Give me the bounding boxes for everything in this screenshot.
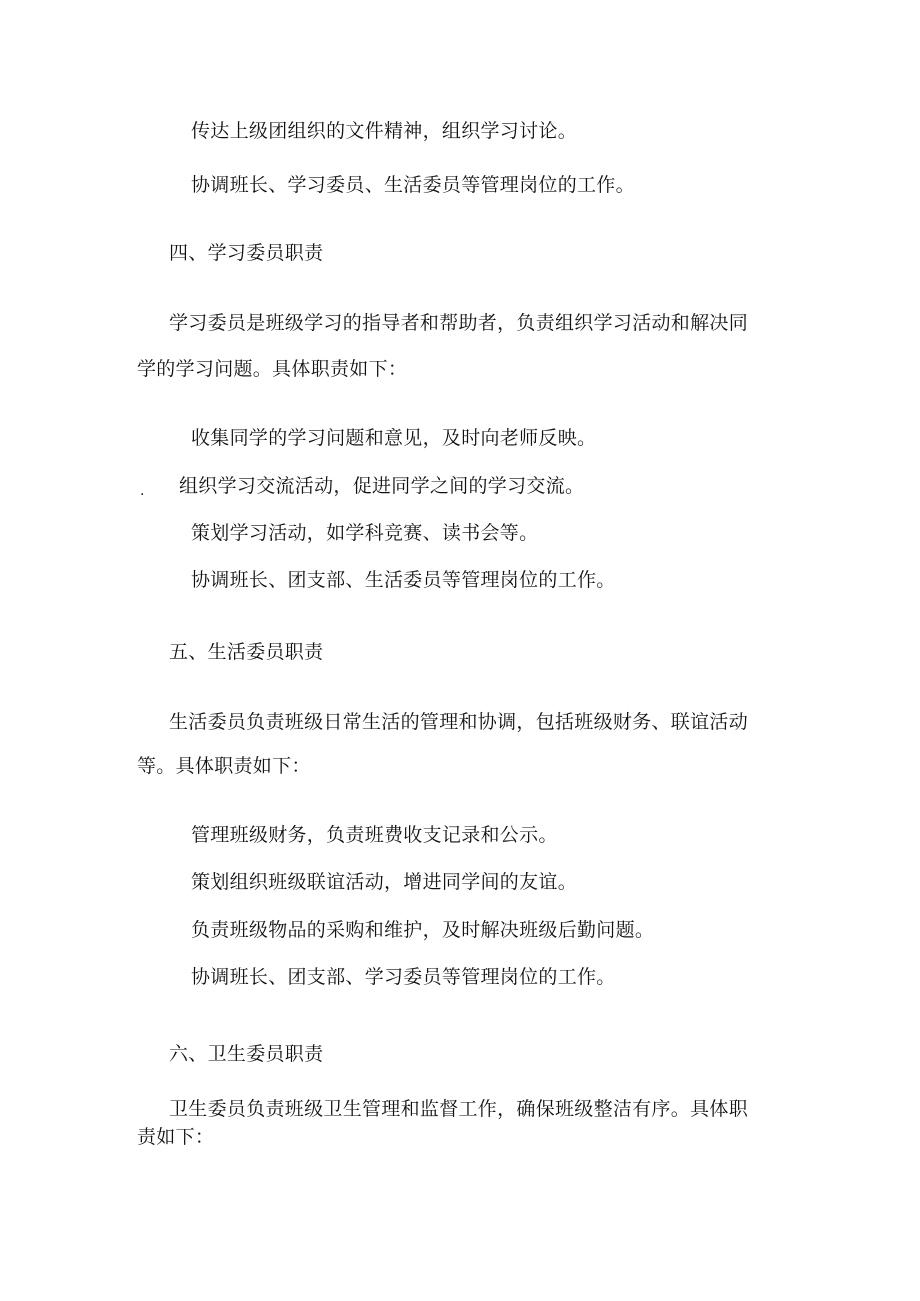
intro-item-1: 传达上级团组织的文件精神，组织学习讨论。 — [191, 120, 578, 142]
life-item-4: 协调班长、团支部、学习委员等管理岗位的工作。 — [191, 966, 616, 988]
section-paragraph-life-line1: 生活委员负责班级日常生活的管理和协调，包括班级财务、联谊活动 — [169, 711, 749, 733]
study-item-2: 组织学习交流活动，促进同学之间的学习交流。 — [179, 475, 585, 497]
study-item-4: 协调班长、团支部、生活委员等管理岗位的工作。 — [191, 569, 616, 591]
section-paragraph-study-line2: 学的学习问题。具体职责如下： — [137, 358, 408, 380]
intro-item-2: 协调班长、学习委员、生活委员等管理岗位的工作。 — [191, 174, 635, 196]
section-heading-study-committee: 四、学习委员职责 — [169, 242, 324, 264]
section-paragraph-life-line2: 等。具体职责如下： — [137, 755, 311, 777]
section-heading-life-committee: 五、生活委员职责 — [169, 641, 324, 663]
section-heading-hygiene-committee: 六、卫生委员职责 — [169, 1043, 324, 1065]
study-item-1: 收集同学的学习问题和意见，及时向老师反映。 — [191, 427, 597, 449]
study-item-3: 策划学习活动，如学科竞赛、读书会等。 — [191, 522, 539, 544]
life-item-1: 管理班级财务，负责班费收支记录和公示。 — [191, 824, 558, 846]
stray-dot-mark: . — [140, 483, 145, 499]
section-paragraph-hygiene-line1: 卫生委员负责班级卫生管理和监督工作，确保班级整洁有序。具体职 — [169, 1098, 749, 1120]
life-item-3: 负责班级物品的采购和维护，及时解决班级后勤问题。 — [191, 919, 655, 941]
life-item-2: 策划组织班级联谊活动，增进同学间的友谊。 — [191, 871, 578, 893]
section-paragraph-study-line1: 学习委员是班级学习的指导者和帮助者，负责组织学习活动和解决同 — [169, 312, 749, 334]
section-paragraph-hygiene-line2: 责如下： — [137, 1126, 215, 1148]
